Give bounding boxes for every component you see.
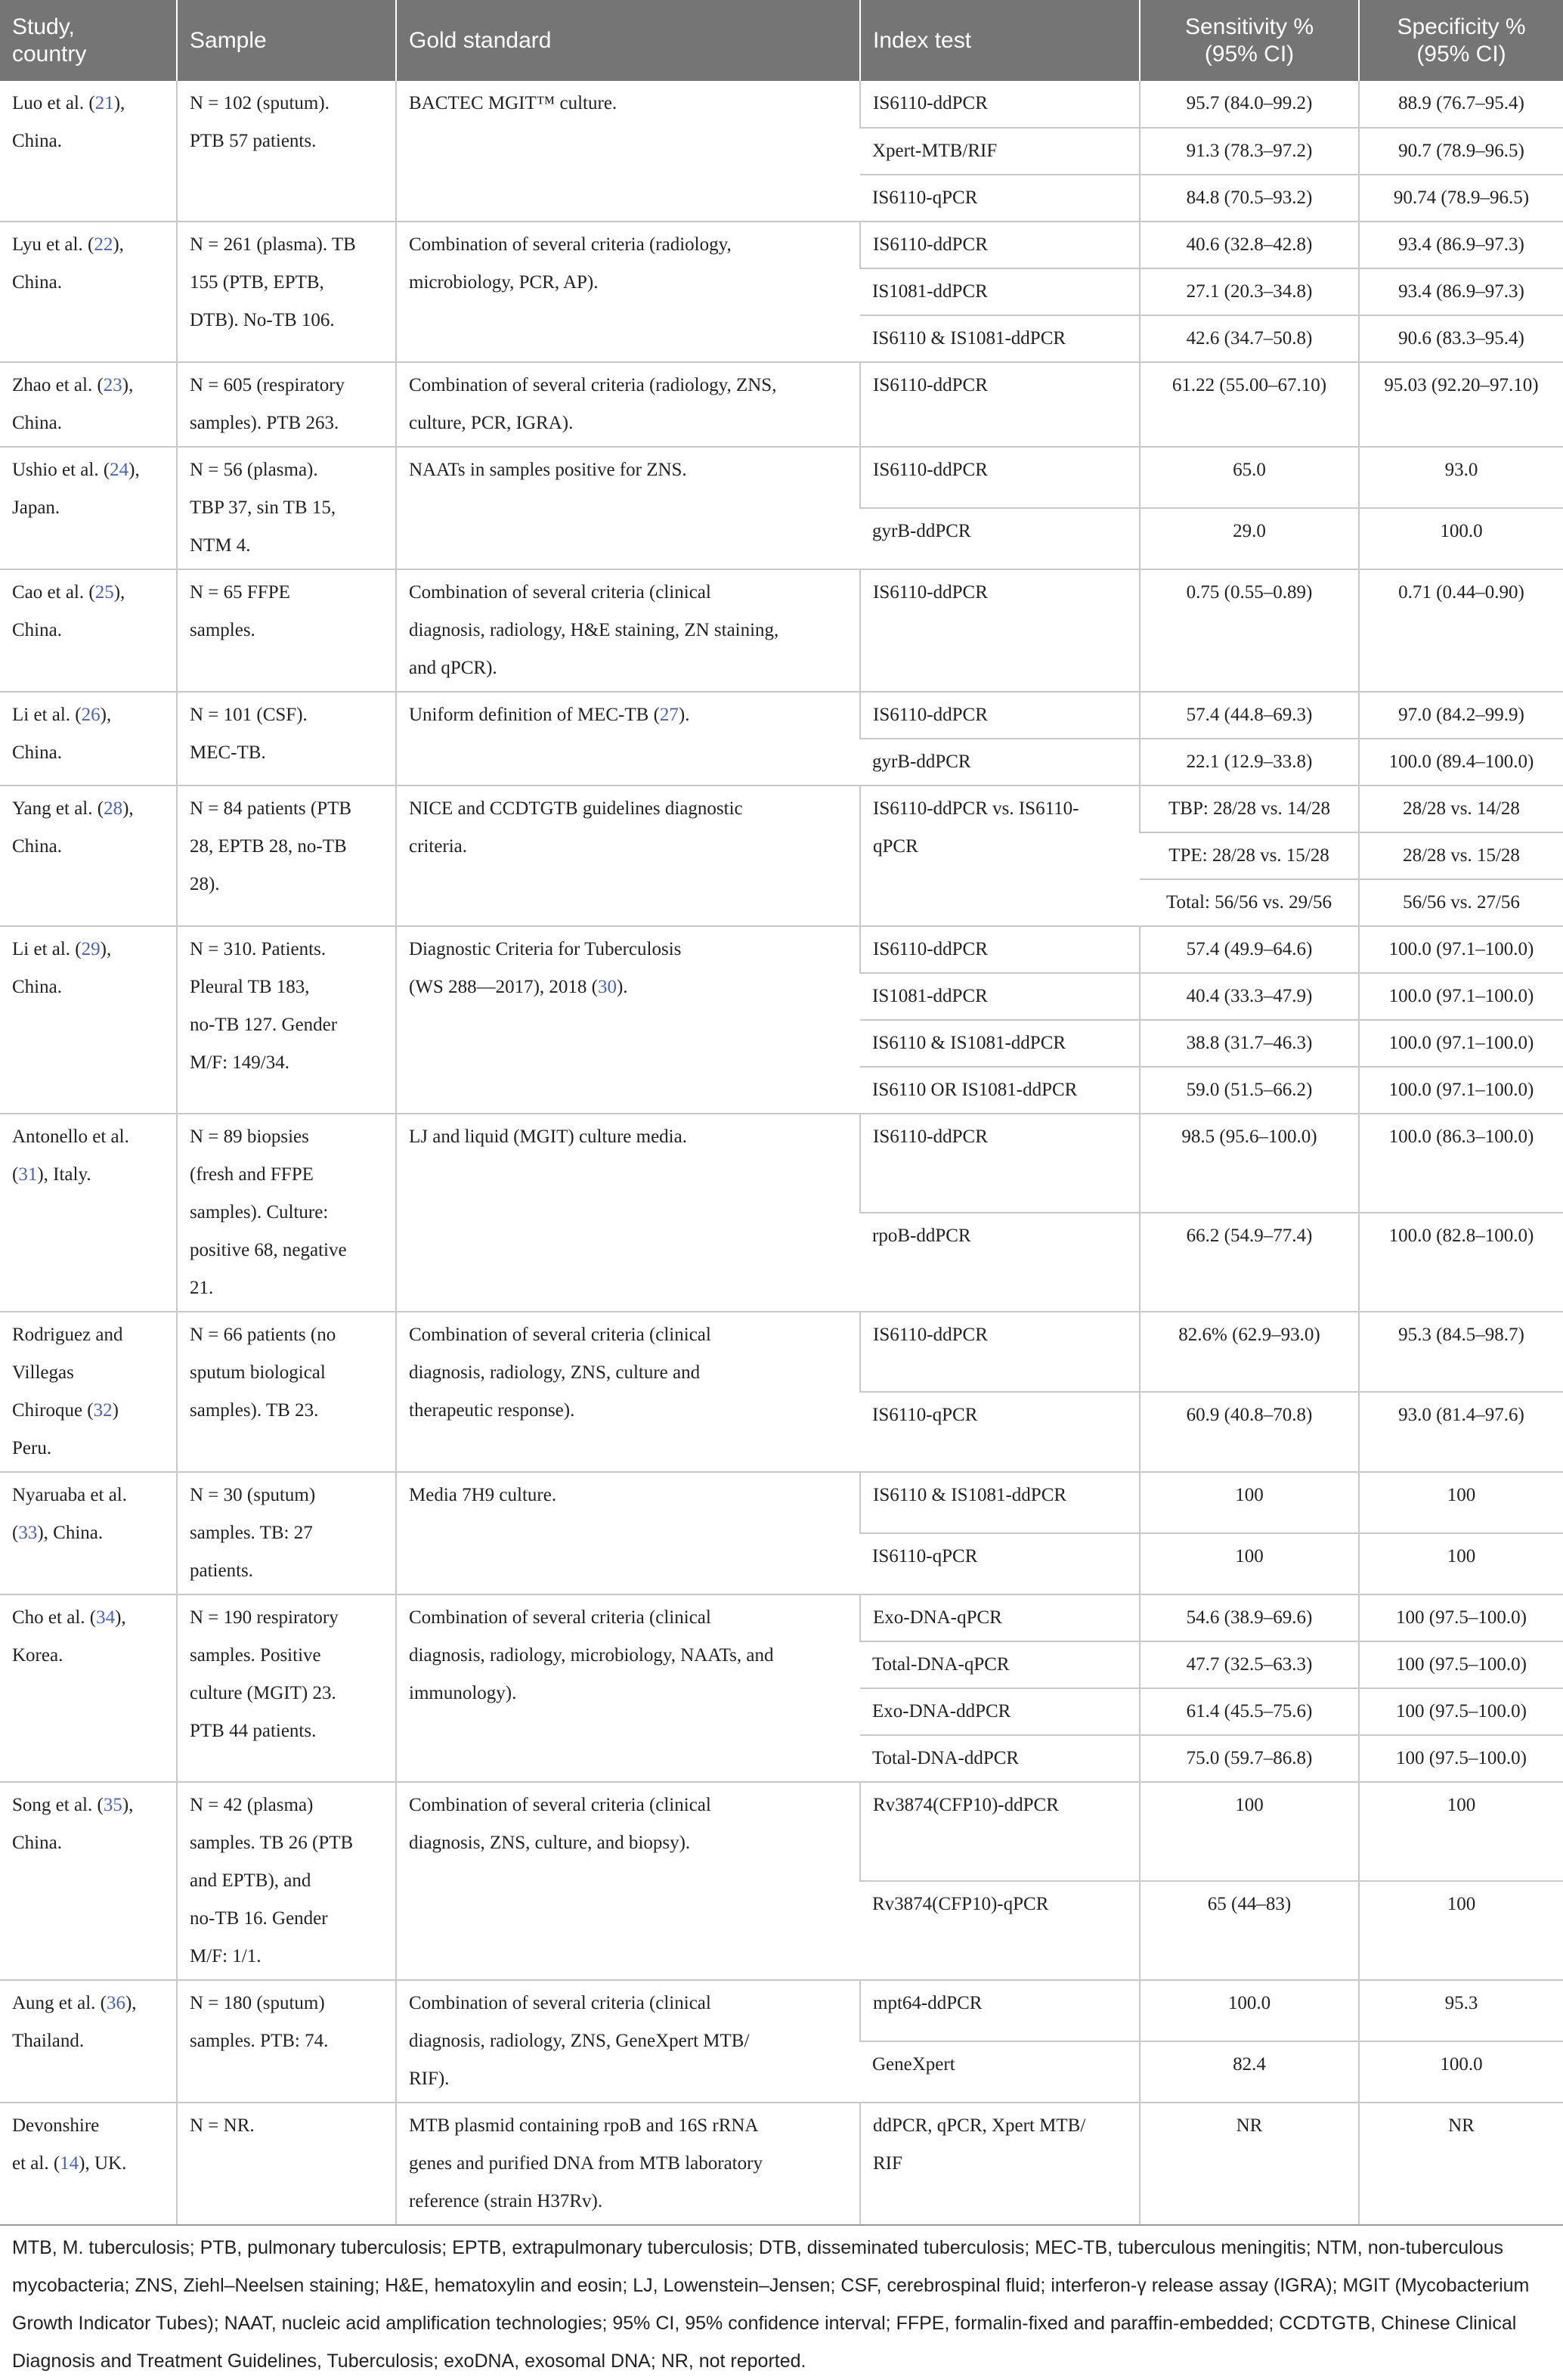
sensitivity-cell: 84.8 (70.5–93.2) (1140, 175, 1359, 222)
sensitivity-cell: 100 (1140, 1472, 1359, 1533)
study-name: Rodriguez and Villegas Chiroque ( (12, 1325, 123, 1421)
index-test-cell: IS1081-ddPCR (860, 268, 1140, 315)
study-country: ), UK. (79, 2153, 127, 2174)
study-cell (0, 1594, 177, 1782)
gold-standard-text: Combination of several criteria (radiology, microbiology, PCR, AP). (409, 234, 732, 293)
table-footnote: MTB, M. tuberculosis; PTB, pulmonary tuberculosis; EPTB, extrapulmonary tuberculosis; DTB, disseminated tuberculosis; MEC-TB, tuberculous meningitis; NTM, non-tuberculous mycobacteria; ZNS, Ziehl–Neelsen staining; H&E, hematoxylin and eosin; LJ, Lowenstein–Jensen; CSF, cerebrospinal fluid; interferon-γ release assay (IGRA); MGIT (Mycobacterium Growth Indicator Tubes); NAAT, nucleic acid amplification technologies; 95% CI, 95% confidence interval; FFPE, formalin-fixed and paraffin-embedded; CCDTGTB, Chinese Clinical Diagnosis and Treatment Guidelines, Tuberculosis; exoDNA, exosomal DNA; NR, not reported. (12, 2237, 1530, 2372)
index-test-cell: IS6110 & IS1081-ddPCR (860, 315, 1140, 362)
study-cell (0, 1980, 177, 2103)
specificity-cell: NR (1359, 2103, 1563, 2225)
study-name: Song et al. ( (12, 1795, 104, 1815)
sensitivity-cell: 65.0 (1140, 447, 1359, 508)
gold-standard-text: MTB plasmid containing rpoB and 16S rRNA genes and purified DNA from MTB laboratory reference (strain H37Rv). (409, 2115, 763, 2211)
index-test-cell: IS6110-ddPCR (860, 447, 1140, 508)
gold-standard-cell (396, 692, 860, 786)
table-row (0, 926, 1563, 973)
study-cell (0, 1472, 177, 1594)
reference-link[interactable]: 35 (103, 1795, 122, 1815)
study-name: Devonshire et al. ( (12, 2115, 100, 2174)
study-name: Ushio et al. ( (12, 460, 110, 480)
specificity-cell: 100 (97.5–100.0) (1359, 1641, 1563, 1688)
specificity-cell: 100.0 (89.4–100.0) (1359, 739, 1563, 786)
index-test-cell: Exo-DNA-qPCR (860, 1594, 1140, 1641)
index-test-cell: IS6110-qPCR (860, 1533, 1140, 1594)
sample-cell: N = 102 (sputum). PTB 57 patients. (177, 81, 396, 222)
sensitivity-cell: 59.0 (51.5–66.2) (1140, 1067, 1359, 1114)
index-test-cell: gyrB-ddPCR (860, 508, 1140, 569)
table-row (0, 692, 1563, 739)
header-specificity: Specificity % (95% CI) (1359, 0, 1563, 81)
sensitivity-cell: 82.6% (62.9–93.0) (1140, 1312, 1359, 1392)
specificity-cell: 100 (1359, 1533, 1563, 1594)
sensitivity-cell: 100 (1140, 1782, 1359, 1881)
specificity-cell: 100.0 (97.1–100.0) (1359, 973, 1563, 1020)
study-country: ), Thailand. (12, 1993, 137, 2051)
gold-standard-text: NICE and CCDTGTB guidelines diagnostic criteria. (409, 798, 743, 857)
sensitivity-cell: 100 (1140, 1533, 1359, 1594)
sample-cell: N = 261 (plasma). TB 155 (PTB, EPTB, DTB). No-TB 106. (177, 222, 396, 362)
specificity-cell: 97.0 (84.2–99.9) (1359, 692, 1563, 739)
reference-link[interactable]: 27 (659, 705, 679, 725)
header-index-test: Index test (860, 0, 1140, 81)
sensitivity-cell: TPE: 28/28 vs. 15/28 (1140, 832, 1359, 879)
study-country: ), China. (12, 582, 125, 640)
sample-cell: N = 101 (CSF). MEC-TB. (177, 692, 396, 786)
index-test-cell: rpoB-ddPCR (860, 1213, 1140, 1312)
index-test-cell: IS6110-ddPCR (860, 81, 1140, 128)
gold-standard-text: Diagnostic Criteria for Tuberculosis (WS 288—2017), 2018 ( (409, 939, 682, 997)
study-country: ) Peru. (12, 1400, 119, 1458)
gold-standard-cell (396, 1980, 860, 2103)
gold-standard-cell (396, 81, 860, 222)
table-body (0, 81, 1563, 2225)
index-test-cell: Rv3874(CFP10)-qPCR (860, 1881, 1140, 1980)
gold-standard-text: Combination of several criteria (clinical diagnosis, radiology, ZNS, GeneXpert MTB/ RIF). (409, 1993, 750, 2089)
specificity-cell: 100.0 (97.1–100.0) (1359, 926, 1563, 973)
index-test-cell: IS6110 OR IS1081-ddPCR (860, 1067, 1140, 1114)
reference-link[interactable]: 24 (110, 460, 129, 480)
index-test-cell: IS6110-ddPCR (860, 1114, 1140, 1213)
index-test-cell: gyrB-ddPCR (860, 739, 1140, 786)
reference-link[interactable]: 33 (18, 1523, 38, 1543)
specificity-cell: 100 (1359, 1881, 1563, 1980)
index-test-cell: Total-DNA-qPCR (860, 1641, 1140, 1688)
table-row (0, 1594, 1563, 1641)
index-test-cell: IS6110-qPCR (860, 175, 1140, 222)
index-test-cell: Rv3874(CFP10)-ddPCR (860, 1782, 1140, 1881)
study-name: Antonello et al. ( (12, 1126, 129, 1185)
index-test-cell: IS6110-qPCR (860, 1392, 1140, 1472)
study-cell (0, 447, 177, 569)
specificity-cell: 100 (1359, 1782, 1563, 1881)
sample-cell: N = 65 FFPE samples. (177, 569, 396, 692)
sensitivity-cell: 38.8 (31.7–46.3) (1140, 1020, 1359, 1067)
sensitivity-cell: 57.4 (44.8–69.3) (1140, 692, 1359, 739)
index-test-cell: IS6110 & IS1081-ddPCR (860, 1020, 1140, 1067)
table-row (0, 786, 1563, 832)
gold-standard-cell (396, 1114, 860, 1312)
sensitivity-cell: 75.0 (59.7–86.8) (1140, 1735, 1359, 1782)
gold-standard-text: ). (678, 705, 690, 725)
study-name: Lyu et al. ( (12, 234, 94, 255)
specificity-cell: 100 (97.5–100.0) (1359, 1594, 1563, 1641)
index-test-cell: GeneXpert (860, 2041, 1140, 2103)
gold-standard-text: BACTEC MGIT™ culture. (409, 93, 617, 113)
gold-standard-text: Media 7H9 culture. (409, 1485, 557, 1505)
specificity-cell: 93.4 (86.9–97.3) (1359, 222, 1563, 268)
table-row (0, 2103, 1563, 2225)
specificity-cell: 90.6 (83.3–95.4) (1359, 315, 1563, 362)
study-country: ), Japan. (12, 460, 140, 518)
table-row (0, 81, 1563, 128)
study-name: Cao et al. ( (12, 582, 95, 603)
study-cell (0, 692, 177, 786)
sensitivity-cell: 47.7 (32.5–63.3) (1140, 1641, 1359, 1688)
sensitivity-cell: NR (1140, 2103, 1359, 2225)
study-cell (0, 786, 177, 926)
reference-link[interactable]: 29 (81, 939, 101, 959)
table-row (0, 569, 1563, 692)
index-test-cell: IS6110 & IS1081-ddPCR (860, 1472, 1140, 1533)
reference-link[interactable]: 32 (93, 1400, 113, 1421)
reference-link[interactable]: 31 (18, 1164, 38, 1185)
sensitivity-cell: 29.0 (1140, 508, 1359, 569)
gold-standard-cell (396, 2103, 860, 2225)
table-row (0, 1114, 1563, 1213)
specificity-cell: 93.0 (1359, 447, 1563, 508)
study-name: Luo et al. ( (12, 93, 95, 113)
study-name: Li et al. ( (12, 705, 82, 725)
header-sample: Sample (177, 0, 396, 81)
specificity-cell: 100.0 (97.1–100.0) (1359, 1020, 1563, 1067)
specificity-cell: 100 (97.5–100.0) (1359, 1735, 1563, 1782)
study-name: Li et al. ( (12, 939, 82, 959)
index-test-cell: Exo-DNA-ddPCR (860, 1688, 1140, 1735)
table-row (0, 222, 1563, 268)
reference-link[interactable]: 22 (94, 234, 113, 255)
sensitivity-cell: 60.9 (40.8–70.8) (1140, 1392, 1359, 1472)
header-study-country: Study, country (0, 0, 177, 81)
specificity-cell: 56/56 vs. 27/56 (1359, 879, 1563, 926)
study-cell (0, 1312, 177, 1472)
gold-standard-text: NAATs in samples positive for ZNS. (409, 460, 687, 480)
gold-standard-cell (396, 786, 860, 926)
specificity-cell: 95.3 (1359, 1980, 1563, 2041)
sample-cell: N = 56 (plasma). TBP 37, sin TB 15, NTM 4. (177, 447, 396, 569)
sensitivity-cell: 98.5 (95.6–100.0) (1140, 1114, 1359, 1213)
sensitivity-cell: 61.4 (45.5–75.6) (1140, 1688, 1359, 1735)
study-cell (0, 362, 177, 447)
sensitivity-cell: 65 (44–83) (1140, 1881, 1359, 1980)
index-test-cell: IS6110-ddPCR (860, 926, 1140, 973)
study-cell (0, 222, 177, 362)
index-test-cell: IS6110-ddPCR (860, 362, 1140, 447)
sensitivity-cell: 42.6 (34.7–50.8) (1140, 315, 1359, 362)
specificity-cell: 95.3 (84.5–98.7) (1359, 1312, 1563, 1392)
index-test-cell: mpt64-ddPCR (860, 1980, 1140, 2041)
study-cell (0, 569, 177, 692)
index-test-cell: IS6110-ddPCR (860, 692, 1140, 739)
study-country: ), China. (12, 234, 124, 293)
study-name: Aung et al. ( (12, 1993, 107, 2013)
sample-cell: N = 605 (respiratory samples). PTB 263. (177, 362, 396, 447)
index-test-cell: IS6110-ddPCR (860, 1312, 1140, 1392)
gold-standard-text: Combination of several criteria (clinical diagnosis, radiology, H&E staining, ZN staining, and qPCR). (409, 582, 779, 678)
index-test-cell: ddPCR, qPCR, Xpert MTB/ RIF (860, 2103, 1140, 2225)
study-country: ), China. (12, 93, 125, 151)
study-name: Zhao et al. ( (12, 375, 104, 395)
specificity-cell: 100 (1359, 1472, 1563, 1533)
sensitivity-cell: 40.4 (33.3–47.9) (1140, 973, 1359, 1020)
specificity-cell: 95.03 (92.20–97.10) (1359, 362, 1563, 447)
sample-cell: N = 190 respiratory samples. Positive culture (MGIT) 23. PTB 44 patients. (177, 1594, 396, 1782)
sensitivity-cell: 91.3 (78.3–97.2) (1140, 128, 1359, 175)
table-row (0, 1312, 1563, 1392)
sensitivity-cell: 82.4 (1140, 2041, 1359, 2103)
sensitivity-cell: TBP: 28/28 vs. 14/28 (1140, 786, 1359, 832)
specificity-cell: 100.0 (1359, 2041, 1563, 2103)
gold-standard-cell (396, 1594, 860, 1782)
sample-cell: N = 310. Patients. Pleural TB 183, no-TB 127. Gender M/F: 149/34. (177, 926, 396, 1114)
sensitivity-cell: 22.1 (12.9–33.8) (1140, 739, 1359, 786)
sensitivity-cell: 54.6 (38.9–69.6) (1140, 1594, 1359, 1641)
specificity-cell: 93.4 (86.9–97.3) (1359, 268, 1563, 315)
reference-link[interactable]: 34 (96, 1607, 116, 1628)
study-name: Nyaruaba et al. ( (12, 1485, 128, 1543)
study-country: ), China. (12, 1795, 134, 1853)
study-country: ), China. (37, 1523, 104, 1543)
table-header (0, 0, 1563, 81)
specificity-cell: 0.71 (0.44–0.90) (1359, 569, 1563, 692)
sample-cell: N = NR. (177, 2103, 396, 2225)
sensitivity-cell: 66.2 (54.9–77.4) (1140, 1213, 1359, 1312)
specificity-cell: 28/28 vs. 14/28 (1359, 786, 1563, 832)
study-name: Cho et al. ( (12, 1607, 97, 1628)
study-country: ), China. (12, 705, 112, 763)
study-name: Yang et al. ( (12, 798, 104, 819)
gold-standard-text: Uniform definition of MEC-TB ( (409, 705, 660, 725)
sensitivity-cell: 57.4 (49.9–64.6) (1140, 926, 1359, 973)
table-row (0, 1980, 1563, 2041)
gold-standard-cell (396, 1472, 860, 1594)
gold-standard-cell (396, 1782, 860, 1980)
sensitivity-cell: 95.7 (84.0–99.2) (1140, 81, 1359, 128)
header-sensitivity: Sensitivity % (95% CI) (1140, 0, 1359, 81)
gold-standard-cell (396, 447, 860, 569)
specificity-cell: 90.74 (78.9–96.5) (1359, 175, 1563, 222)
specificity-cell: 93.0 (81.4–97.6) (1359, 1392, 1563, 1472)
reference-link[interactable]: 23 (103, 375, 122, 395)
index-test-cell: IS1081-ddPCR (860, 973, 1140, 1020)
sample-cell: N = 84 patients (PTB 28, EPTB 28, no-TB 28). (177, 786, 396, 926)
gold-standard-cell (396, 926, 860, 1114)
reference-link[interactable]: 30 (597, 977, 617, 997)
specificity-cell: 100 (97.5–100.0) (1359, 1688, 1563, 1735)
sample-cell: N = 89 biopsies (fresh and FFPE samples). Culture: positive 68, negative 21. (177, 1114, 396, 1312)
reference-link[interactable]: 25 (94, 582, 114, 603)
specificity-cell: 100.0 (97.1–100.0) (1359, 1067, 1563, 1114)
specificity-cell: 100.0 (82.8–100.0) (1359, 1213, 1563, 1312)
specificity-cell: 100.0 (1359, 508, 1563, 569)
specificity-cell: 88.9 (76.7–95.4) (1359, 81, 1563, 128)
sensitivity-cell: 0.75 (0.55–0.89) (1140, 569, 1359, 692)
study-cell (0, 1782, 177, 1980)
sensitivity-cell: 61.22 (55.00–67.10) (1140, 362, 1359, 447)
gold-standard-cell (396, 1312, 860, 1472)
index-test-cell: IS6110-ddPCR (860, 222, 1140, 268)
gold-standard-text: Combination of several criteria (clinical diagnosis, radiology, microbiology, NAATs, and immunology). (409, 1607, 774, 1703)
sample-cell: N = 66 patients (no sputum biological samples). TB 23. (177, 1312, 396, 1472)
index-test-cell: Total-DNA-ddPCR (860, 1735, 1140, 1782)
study-country: ), China. (12, 798, 134, 857)
index-test-cell: IS6110-ddPCR vs. IS6110- qPCR (860, 786, 1140, 926)
sensitivity-cell: 100.0 (1140, 1980, 1359, 2041)
study-country: ), China. (12, 375, 134, 433)
study-cell (0, 926, 177, 1114)
table-row (0, 362, 1563, 447)
study-cell (0, 1114, 177, 1312)
gold-standard-text: Combination of several criteria (clinical diagnosis, radiology, ZNS, culture and therapeutic response). (409, 1325, 711, 1421)
study-cell (0, 2103, 177, 2225)
gold-standard-text: ). (616, 977, 628, 997)
reference-link[interactable]: 26 (81, 705, 101, 725)
gold-standard-cell (396, 569, 860, 692)
sensitivity-cell: 40.6 (32.8–42.8) (1140, 222, 1359, 268)
header-gold-standard: Gold standard (396, 0, 860, 81)
sensitivity-cell: Total: 56/56 vs. 29/56 (1140, 879, 1359, 926)
sample-cell: N = 30 (sputum) samples. TB: 27 patients. (177, 1472, 396, 1594)
study-country: ), Korea. (12, 1607, 126, 1666)
gold-standard-text: Combination of several criteria (radiology, ZNS, culture, PCR, IGRA). (409, 375, 777, 433)
specificity-cell: 90.7 (78.9–96.5) (1359, 128, 1563, 175)
gold-standard-text: LJ and liquid (MGIT) culture media. (409, 1126, 687, 1147)
index-test-cell: Xpert-MTB/RIF (860, 128, 1140, 175)
sample-cell: N = 180 (sputum) samples. PTB: 74. (177, 1980, 396, 2103)
index-test-cell: IS6110-ddPCR (860, 569, 1140, 692)
table-row (0, 447, 1563, 508)
gold-standard-cell (396, 222, 860, 362)
specificity-cell: 28/28 vs. 15/28 (1359, 832, 1563, 879)
reference-link[interactable]: 21 (94, 93, 114, 113)
sample-cell: N = 42 (plasma) samples. TB 26 (PTB and EPTB), and no-TB 16. Gender M/F: 1/1. (177, 1782, 396, 1980)
table-row (0, 1472, 1563, 1533)
reference-link[interactable]: 28 (104, 798, 123, 819)
gold-standard-cell (396, 362, 860, 447)
study-country: ), China. (12, 939, 112, 997)
study-cell (0, 81, 177, 222)
gold-standard-text: Combination of several criteria (clinical diagnosis, ZNS, culture, and biopsy). (409, 1795, 711, 1853)
sensitivity-cell: 27.1 (20.3–34.8) (1140, 268, 1359, 315)
table-row (0, 1782, 1563, 1881)
specificity-cell: 100.0 (86.3–100.0) (1359, 1114, 1563, 1213)
reference-link[interactable]: 36 (106, 1993, 125, 2013)
study-country: ), Italy. (37, 1164, 91, 1185)
reference-link[interactable]: 14 (60, 2153, 79, 2174)
